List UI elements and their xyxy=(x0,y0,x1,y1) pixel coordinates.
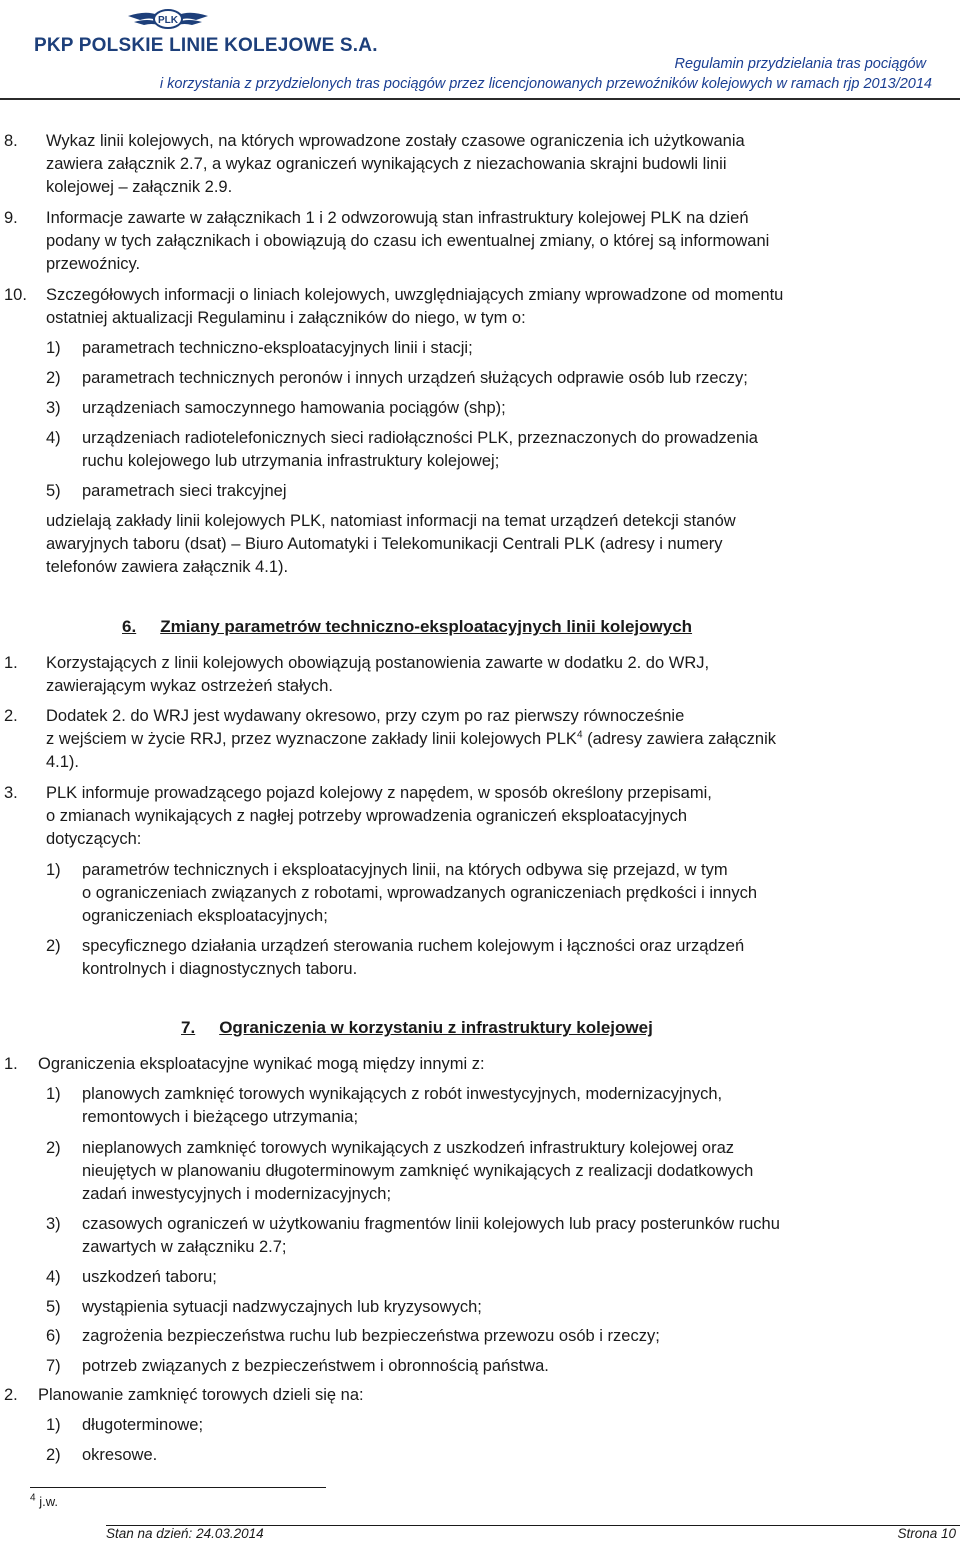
list-item: specyficznego działania urządzeń sterowania ruchem kolejowym i łączności oraz urządzeń xyxy=(82,937,745,955)
section-heading xyxy=(122,615,692,639)
section-title: Ograniczenia w korzystaniu z infrastruktury kolejowej xyxy=(219,1018,653,1037)
list-item: kontrolnych i diagnostycznych taboru. xyxy=(82,960,358,978)
list-item: zadań inwestycyjnych i modernizacyjnych; xyxy=(82,1185,392,1203)
paragraph-line: Planowanie zamknięć torowych dzieli się na: xyxy=(38,1386,364,1404)
list-item: parametrach technicznych peronów i innych urządzeń służących odprawie osób lub rzeczy; xyxy=(82,369,748,387)
list-number: 5) xyxy=(46,1298,61,1316)
list-number: 2) xyxy=(46,937,61,955)
footnote-text: j.w. xyxy=(39,1494,58,1509)
section-number: 6. xyxy=(122,617,137,636)
footer-page-number: Strona 10 xyxy=(897,1526,956,1541)
list-item: ograniczeniach eksploatacyjnych; xyxy=(82,907,328,925)
list-number: 4) xyxy=(46,429,61,447)
list-item: czasowych ograniczeń w użytkowaniu fragmentów linii kolejowych lub pracy posterunków ruchu xyxy=(82,1215,780,1233)
list-number: 2) xyxy=(46,1139,61,1157)
paragraph-line: dotyczących: xyxy=(46,830,142,848)
footnote xyxy=(30,1494,58,1509)
paragraph-line: Korzystających z linii kolejowych obowiązują postanowienia zawarte w dodatku 2. do WRJ, xyxy=(46,654,710,672)
list-item: potrzeb związanych z bezpieczeństwem i obronnością państwa. xyxy=(82,1357,549,1375)
header-subtitle: i korzystania z przydzielonych tras pociągów przez licencjonowanych przewoźników kolejowych w ramach rjp 2013/2014 xyxy=(159,76,932,92)
list-number: 7) xyxy=(46,1357,61,1375)
paragraph-line: zawierającym wykaz ostrzeżeń stałych. xyxy=(46,677,334,695)
logo-text: PKP POLSKIE LINIE KOLEJOWE S.A. xyxy=(34,35,378,56)
section-title: Zmiany parametrów techniczno-eksploatacyjnych linii kolejowych xyxy=(160,617,693,636)
list-item: uszkodzeń taboru; xyxy=(82,1268,217,1286)
item-number: 9. xyxy=(4,209,18,227)
plk-emblem-icon xyxy=(126,6,210,34)
paragraph-line: 4.1). xyxy=(46,753,80,771)
plk-emblem-text: PLK xyxy=(158,15,178,26)
paragraph-text: z wejściem w życie RRJ, przez wyznaczone zakłady linii kolejowych PLK xyxy=(46,730,577,748)
list-item: planowych zamknięć torowych wynikających z robót inwestycyjnych, modernizacyjnych, xyxy=(82,1085,723,1103)
page-header xyxy=(0,0,960,100)
footnote-rule xyxy=(30,1487,326,1488)
list-number: 3) xyxy=(46,1215,61,1233)
paragraph-line: PLK informuje prowadzącego pojazd kolejowy z napędem, w sposób określony przepisami, xyxy=(46,784,712,802)
paragraph-line: Dodatek 2. do WRJ jest wydawany okresowo, przy czym po raz pierwszy równocześnie xyxy=(46,707,685,725)
section-heading xyxy=(181,1016,653,1040)
list-number: 2) xyxy=(46,369,61,387)
list-item: parametrów technicznych i eksploatacyjnych linii, na których odbywa się przejazd, w tym xyxy=(82,861,728,879)
list-item: urządzeniach samoczynnego hamowania pociągów (shp); xyxy=(82,399,506,417)
paragraph-line: Ograniczenia eksploatacyjne wynikać mogą między innymi z: xyxy=(38,1055,485,1073)
section-number: 7. xyxy=(181,1018,196,1037)
list-number: 4) xyxy=(46,1268,61,1286)
paragraph-line: zawiera załącznik 2.7, a wykaz ograniczeń wynikających z niezachowania skrajni budowli linii xyxy=(46,155,727,173)
paragraph-line: podany w tych załącznikach i obowiązują do czasu ich ewentualnej zmiany, o której są informowani xyxy=(46,232,770,250)
list-item: ruchu kolejowego lub utrzymania infrastruktury kolejowej; xyxy=(82,452,500,470)
header-rule xyxy=(0,98,960,100)
paragraph-line: Informacje zawarte w załącznikach 1 i 2 odwzorowują stan infrastruktury kolejowej PLK na dzień xyxy=(46,209,749,227)
list-number: 2) xyxy=(46,1446,61,1464)
paragraph-line xyxy=(46,728,776,751)
list-item: zawartych w załączniku 2.7; xyxy=(82,1238,287,1256)
paragraph-line: telefonów zawiera załącznik 4.1). xyxy=(46,558,289,576)
paragraph-line: o zmianach wynikających z nagłej potrzeby wprowadzenia ograniczeń eksploatacyjnych xyxy=(46,807,688,825)
list-number: 1) xyxy=(46,339,61,357)
list-item: nieplanowych zamknięć torowych wynikających z uszkodzeń infrastruktury kolejowej oraz xyxy=(82,1139,735,1157)
item-number: 2. xyxy=(4,707,18,725)
list-item: o ograniczeniach związanych z robotami, wprowadzanych ograniczeniach prędkości i innych xyxy=(82,884,758,902)
item-number: 1. xyxy=(4,654,18,672)
item-number: 1. xyxy=(4,1055,18,1073)
list-item: wystąpienia sytuacji nadzwyczajnych lub kryzysowych; xyxy=(82,1298,482,1316)
list-number: 1) xyxy=(46,861,61,879)
header-title: Regulamin przydzielania tras pociągów xyxy=(674,56,926,72)
item-number: 10. xyxy=(4,286,27,304)
footnote-reference: 4 xyxy=(576,729,583,741)
list-item: parametrach sieci trakcyjnej xyxy=(82,482,287,500)
list-number: 1) xyxy=(46,1085,61,1103)
paragraph-line: przewoźnicy. xyxy=(46,255,141,273)
list-number: 5) xyxy=(46,482,61,500)
list-number: 6) xyxy=(46,1327,61,1345)
footnote-mark: 4 xyxy=(30,1492,36,1504)
list-number: 3) xyxy=(46,399,61,417)
plk-logo xyxy=(34,6,378,56)
paragraph-line: ostatniej aktualizacji Regulaminu i załączników do niego, w tym o: xyxy=(46,309,526,327)
paragraph-line: udzielają zakłady linii kolejowych PLK, natomiast informacji na temat urządzeń detekcji stanów xyxy=(46,512,736,530)
list-item: zagrożenia bezpieczeństwa ruchu lub bezpieczeństwa przewozu osób i rzeczy; xyxy=(82,1327,660,1345)
list-item: nieujętych w planowaniu długoterminowym zamknięć wynikających z realizacji dodatkowych xyxy=(82,1162,754,1180)
list-item: długoterminowe; xyxy=(82,1416,204,1434)
paragraph-line: Szczegółowych informacji o liniach kolejowych, uwzględniających zmiany wprowadzone od momentu xyxy=(46,286,784,304)
paragraph-line: awaryjnych taboru (dsat) – Biuro Automatyki i Telekomunikacji Centrali PLK (adresy i numery xyxy=(46,535,723,553)
list-item: okresowe. xyxy=(82,1446,158,1464)
paragraph-line: kolejowej – załącznik 2.9. xyxy=(46,178,233,196)
list-item: parametrach techniczno-eksploatacyjnych linii i stacji; xyxy=(82,339,473,357)
list-number: 1) xyxy=(46,1416,61,1434)
paragraph-line: Wykaz linii kolejowych, na których wprowadzone zostały czasowe ograniczenia ich użytkowania xyxy=(46,132,745,150)
item-number: 3. xyxy=(4,784,18,802)
item-number: 2. xyxy=(4,1386,18,1404)
item-number: 8. xyxy=(4,132,18,150)
list-item: urządzeniach radiotelefonicznych sieci radiołączności PLK, przeznaczonych do prowadzenia xyxy=(82,429,758,447)
footer-date: Stan na dzień: 24.03.2014 xyxy=(106,1526,264,1541)
list-item: remontowych i bieżącego utrzymania; xyxy=(82,1108,359,1126)
paragraph-text: (adresy zawiera załącznik xyxy=(582,730,776,748)
